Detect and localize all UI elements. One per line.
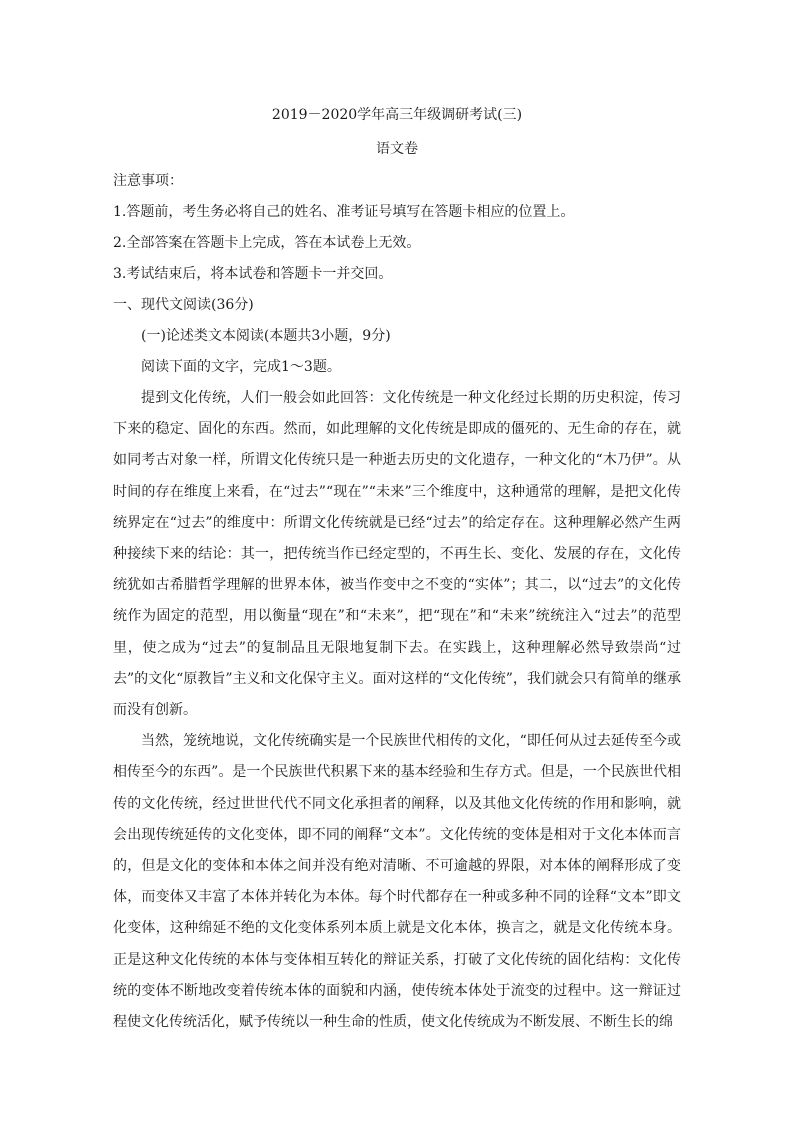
section-instruction: 阅读下面的文字，完成1～3题。 [141,359,341,375]
passage-paragraph-2: 当然，笼统地说，文化传统确实是一个民族世代相传的文化，“即任何从过去延传至今或相传至今的东西”。是一个民族世代积累下来的基本经验和生存方式。但是，一个民族世代相传的文化传统，经过世世代代不同文化承担者的阐释，以及其他文化传统的作用和影响，就会出现传统延传的文化变体，即不同的阐释“文本”。文化传统的变体是相对于文化本体而言的，但是文化的变体和本体之间并没有绝对清晰、不可逾越的界限，对本体的阐释形成了变体，而变体又丰富了本体并转化为本体。每个时代都存在一种或多种不同的诠释“文本”即文化变体，这种绵延不绝的文化变体系列本质上就是文化本体，换言之，就是文化传统本身。正是这种文化传统的本体与变体相互转化的辩证关系，打破了文化传统的固化结构：文化传统的变体不断地改变着传统本体的面貌和内涵，使传统本体处于流变的过程中。这一辩证过程使文化传统活化，赋予传统以一种生命的性质，使文化传统成为不断发展、不断生长的绵 [113,733,681,1031]
section-heading: 一、现代文阅读(36分) [113,297,254,313]
note-item-1: 1.答题前，考生务必将自己的姓名、准考证号填写在答题卡相应的位置上。 [113,204,575,220]
notes-heading: 注意事项： [113,173,183,189]
note-item-2: 2.全部答案在答题卡上完成，答在本试卷上无效。 [113,235,421,251]
section-subheading: (一)论述类文本阅读(本题共3小题，9分) [141,328,391,344]
exam-page [113,98,681,1038]
note-item-3: 3.考试结束后，将本试卷和答题卡一并交回。 [113,266,393,282]
passage-paragraph-1: 提到文化传统，人们一般会如此回答：文化传统是一种文化经过长期的历史积淀，传习下来的稳定、固化的东西。然而，如此理解的文化传统是即成的僵死的、无生命的存在，就如同考古对象一样，所谓文化传统只是一种逝去历史的文化遗存，一种文化的“木乃伊”。从时间的存在维度上来看，在“过去”“现在”“未来”三个维度中，这种通常的理解，是把文化传统界定在“过去”的维度中：所谓文化传统就是已经“过去”的给定存在。这种理解必然产生两种接续下来的结论：其一，把传统当作已经定型的，不再生长、变化、发展的存在，文化传统犹如古希腊哲学理解的世界本体，被当作变中之不变的“实体”；其二，以“过去”的文化传统作为固定的范型，用以衡量“现在”和“未来”，把“现在”和“未来”统统注入“过去”的范型里，使之成为“过去”的复制品且无限地复制下去。在实践上，这种理解必然导致崇尚“过去”的文化“原教旨”主义和文化保守主义。面对这样的“文化传统”，我们就会只有简单的继承而没有创新。 [113,390,681,719]
exam-title: 2019－2020学年高三年级调研考试(三) [271,107,523,123]
subject-title: 语文卷 [376,141,418,157]
